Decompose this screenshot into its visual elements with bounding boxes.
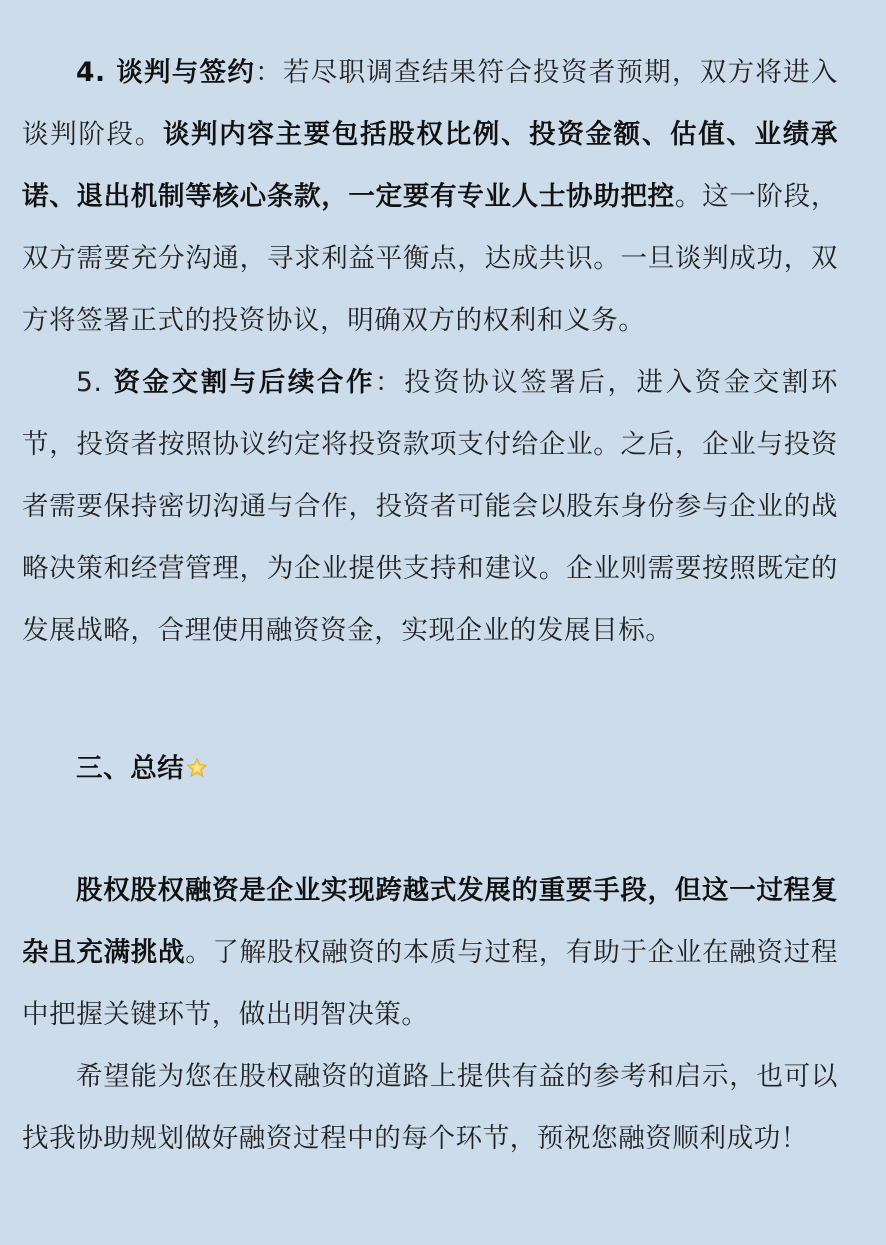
paragraph-summary — [22, 860, 838, 1046]
closing-text: 希望能为您在股权融资的道路上提供有益的参考和启示，也可以找我协助规划做好融资过程中的每个环节，预祝您融资顺利成功！ — [22, 1061, 838, 1154]
summary-text: 。了解股权融资的本质与过程，有助于企业在融资过程中把握关键环节，做出明智决策。 — [22, 937, 838, 1030]
summary-heading-title: 三、总结 — [76, 753, 185, 784]
paragraph-closing — [22, 1046, 838, 1170]
section4-text-b: 。这一阶段，双方需要充分沟通，寻求利益平衡点，达成共识。一旦谈判成功，双方将签署正式的投资协议，明确双方的权利和义务。 — [22, 181, 838, 336]
paragraph-negotiation — [22, 42, 838, 352]
star-icon — [186, 740, 208, 762]
summary-bold-text: 股权股权融资是企业实现跨越式发展的重要手段，但这一过程复杂且充满挑战 — [22, 875, 838, 968]
section4-colon: ： — [255, 57, 283, 88]
section5-colon: ： — [375, 367, 405, 398]
section5-num: 5. — [76, 367, 114, 398]
summary-heading — [22, 738, 838, 800]
section5-label: 资金交割与后续合作 — [113, 367, 375, 398]
paragraph-funding — [22, 352, 838, 662]
section5-text: 投资协议签署后，进入资金交割环节，投资者按照协议约定将投资款项支付给企业。之后，企业与投资者需要保持密切沟通与合作，投资者可能会以股东身份参与企业的战略决策和经营管理，为企业提供支持和建议。企业则需要按照既定的发展战略，合理使用融资资金，实现企业的发展目标。 — [22, 367, 838, 646]
section4-bold-text: 谈判内容主要包括股权比例、投资金额、估值、业绩承诺、退出机制等核心条款，一定要有专业人士协助把控 — [22, 119, 838, 212]
section4-label: 4. 谈判与签约 — [76, 57, 256, 88]
section4-text-a: 若尽职调查结果符合投资者预期，双方将进入谈判阶段。 — [22, 57, 838, 150]
